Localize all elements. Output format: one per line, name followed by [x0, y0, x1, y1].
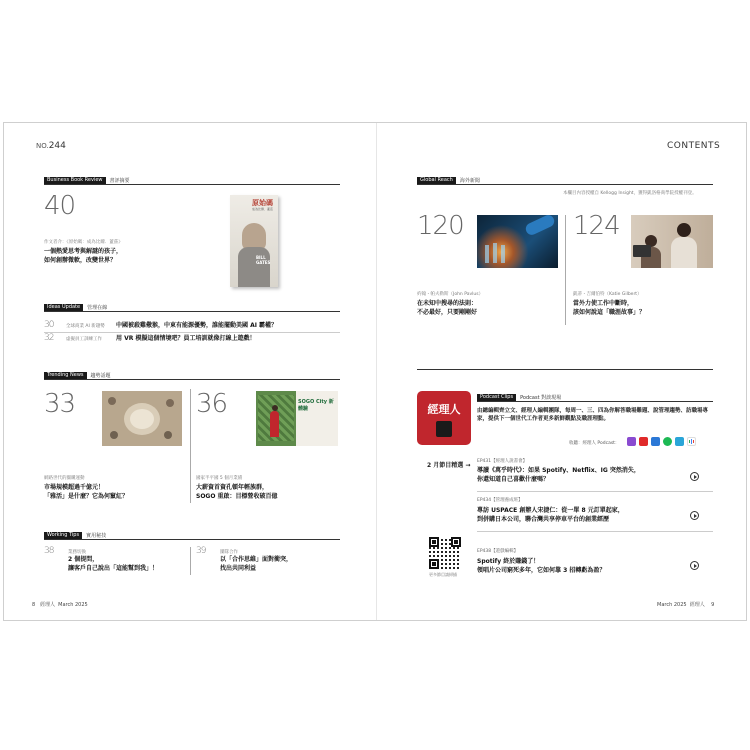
page-number[interactable]: 38	[44, 546, 54, 556]
section-tag: Business Book Review	[44, 177, 106, 184]
headline-line: 一個熱愛思考與解謎的孩子，	[44, 248, 123, 255]
section-rule	[44, 539, 340, 540]
folio-date: March 2025	[58, 602, 88, 608]
section-rule	[417, 369, 713, 370]
section-trending-header	[44, 371, 111, 379]
qr-caption: 更多節目請掃描	[429, 572, 457, 577]
article-headline[interactable]: 用 VR 模擬這個情境吧？員工培訓就像打線上遊戲！	[116, 335, 256, 342]
article-headline[interactable]	[220, 555, 292, 573]
folio-page-number: 8	[32, 602, 36, 608]
section-podcast-header	[477, 393, 561, 401]
book-cover-title: 原始碼	[252, 199, 273, 207]
folio-date: March 2025	[657, 602, 687, 608]
headline-line: 不必最好，只要剛剛好	[417, 309, 478, 316]
section-zh-label: 趨勢話題	[90, 372, 111, 379]
headline-line: 讓客戶自己說出「這能幫到我」！	[68, 565, 159, 572]
section-zh-label: Podcast 對談現場	[520, 394, 562, 401]
episode-title-line: 到併購日本公司，聯合灣共享停車平台的創業經歷	[477, 516, 610, 523]
issue-prefix: NO.	[36, 142, 49, 150]
headline-line: 如何創辦微軟，改變世界？	[44, 257, 117, 264]
play-icon[interactable]	[690, 472, 699, 481]
photo-sign-text: SOGO City 新體驗	[298, 399, 334, 412]
article-meta: 團隊合作	[220, 550, 238, 555]
section-zh-label: 管理在線	[87, 304, 108, 311]
play-icon[interactable]	[690, 561, 699, 570]
episode-code: EP431【經理人說書會】	[477, 459, 528, 464]
podcast-logo-text: 經理人	[427, 403, 461, 416]
listen-label: 收聽：經理人 Podcast：	[569, 441, 620, 446]
month-highlight-label: 2 月節目精選 →	[427, 462, 471, 469]
headline-line: 大薪資首資孔頓年輕族群，	[196, 484, 269, 491]
headline-line: 該如何說這「職涯故事」？	[573, 309, 646, 316]
section-working-tips-header	[44, 531, 106, 539]
episode-title-line: 導讀《萬乎時代》：如果 Spotify、Netflix、IG 突然消失，	[477, 467, 640, 474]
kkbox-icon[interactable]	[651, 437, 660, 446]
section-zh-label: 書評摘要	[109, 177, 130, 184]
episode-code: EP434【管理養成班】	[477, 498, 523, 503]
article-meta: 網路世代的團購運動	[44, 476, 85, 481]
section-rule	[44, 184, 340, 185]
article-headline[interactable]	[44, 247, 122, 265]
book-cover-subtitle: 成為比爾．蓋茲	[252, 207, 274, 211]
play-icon[interactable]	[690, 511, 699, 520]
firstory-icon[interactable]	[675, 437, 684, 446]
article-headline[interactable]	[417, 299, 477, 317]
episode-title-line: 專訪 USPACE 創辦人宋捷仁：從一單 8 元訂單起家，	[477, 507, 624, 514]
folio	[32, 601, 88, 608]
divider	[477, 531, 713, 532]
page-number[interactable]: 39	[196, 546, 206, 556]
episode-title-line: 領唱片公司窮死多年，它如何靠 3 招轉虧為盈？	[477, 567, 606, 574]
article-photo-family[interactable]	[631, 215, 713, 268]
page-number[interactable]: 124	[573, 211, 620, 241]
article-headline[interactable]	[68, 555, 158, 573]
episode-title[interactable]	[477, 506, 624, 524]
section-ideas-header	[44, 303, 107, 311]
podcast-logo[interactable]	[417, 391, 471, 445]
issue-value: 244	[48, 141, 66, 151]
page-number[interactable]: 32	[44, 333, 54, 343]
episode-title[interactable]	[477, 466, 640, 484]
headline-line: 市場規模超過千億元！	[44, 484, 105, 491]
divider	[44, 332, 340, 333]
book-cover-author: BILL GATES	[256, 255, 271, 265]
podcast-description: 由總編輯齊立文、經理人編輯團隊，每周一、三、四為你解答職場難題、說管理趨勢、訪職場專家，提供下一個世代工作者更多新鮮觀點及職涯理點。	[477, 408, 709, 422]
section-tag: Podcast Clips	[477, 394, 516, 401]
section-zh-label: 實用秘技	[86, 532, 107, 539]
column-divider	[565, 215, 566, 325]
section-tag: Working Tips	[44, 532, 82, 539]
issue-number	[36, 141, 66, 151]
magazine-spread	[3, 122, 747, 621]
book-cover-image[interactable]	[230, 195, 278, 287]
section-tag: Trending News	[44, 372, 87, 379]
headline-line: 找出共同利益	[220, 565, 257, 572]
contents-title: CONTENTS	[667, 141, 721, 151]
section-rule	[477, 401, 713, 402]
headline-line: 當外力使工作中斷時，	[573, 300, 634, 307]
page-number[interactable]: 36	[196, 389, 228, 419]
episode-code: EP438【遊戲編輯】	[477, 549, 519, 554]
spotify-icon[interactable]	[663, 437, 672, 446]
headline-line: 在未知中搜尋的法則：	[417, 300, 478, 307]
folio-page-number: 9	[711, 602, 715, 608]
right-page	[376, 123, 747, 620]
episode-title-line: 你還知道自己喜歡什麼嗎？	[477, 476, 550, 483]
divider	[477, 491, 713, 492]
page-number[interactable]: 30	[44, 320, 54, 330]
article-meta: 業務切換	[68, 550, 86, 555]
left-page	[4, 123, 376, 620]
section-rule	[44, 379, 340, 380]
article-headline[interactable]	[44, 483, 128, 501]
column-divider	[190, 547, 191, 575]
article-meta: 全球商業 AI 新趨勢	[66, 324, 105, 329]
section-tag: Global Reach	[417, 177, 456, 184]
source-note: 本欄目內容授權自 Kellogg Insight，獲得凱洛格商學院授權刊登。	[563, 191, 697, 196]
article-meta: 作文者介：《原始碼：成為比爾．蓋茲》	[44, 240, 123, 245]
section-global-reach-header	[417, 176, 480, 184]
episode-title[interactable]	[477, 557, 605, 575]
section-book-review-header	[44, 176, 130, 184]
page-number[interactable]: 120	[417, 211, 464, 241]
folio-magazine: 經理人	[39, 602, 55, 608]
headline-line: 2 個提問，	[68, 556, 99, 563]
headline-line: SOGO 重啟：目標營收破百億	[196, 493, 278, 500]
article-headline[interactable]	[573, 299, 645, 317]
section-rule	[44, 311, 340, 312]
article-meta: 約翰・帕夫勒斯（John Pavlus）	[417, 292, 484, 297]
article-photo-tables[interactable]	[102, 391, 182, 446]
folio	[657, 601, 714, 608]
episode-title-line: Spotify 終於賺錢了！	[477, 558, 540, 565]
folio-magazine: 經理人	[689, 602, 705, 608]
section-tag: Ideas Update	[44, 304, 83, 311]
youtube-icon[interactable]	[639, 437, 648, 446]
headline-line: 「雅活」是什麼？它為何竄紅？	[44, 493, 129, 500]
page-number[interactable]: 40	[44, 191, 76, 221]
article-meta: 凱蒂・吉爾伯特（Katie Gilbert）	[573, 292, 642, 297]
column-divider	[190, 389, 191, 503]
page-number[interactable]: 33	[44, 389, 76, 419]
qr-code[interactable]	[429, 537, 461, 569]
article-meta: 國家半平國 5 個月業績	[196, 476, 243, 481]
section-rule	[417, 184, 713, 185]
apple-podcasts-icon[interactable]	[627, 437, 636, 446]
headline-line: 以「合作思維」面對衝突，	[220, 556, 293, 563]
article-headline[interactable]: 中國被殺雞儆猴，中東有能源優勢，誰能擺動美國 AI 霸權？	[116, 322, 278, 329]
article-photo-lab[interactable]	[477, 215, 558, 268]
article-headline[interactable]	[196, 483, 278, 501]
podcast-logo-device	[436, 421, 452, 437]
section-zh-label: 海外新聞	[459, 177, 480, 184]
google-podcasts-icon[interactable]	[687, 437, 696, 446]
article-meta: 虛擬員工訓練工作	[66, 337, 102, 342]
article-photo-sogo[interactable]	[256, 391, 338, 446]
